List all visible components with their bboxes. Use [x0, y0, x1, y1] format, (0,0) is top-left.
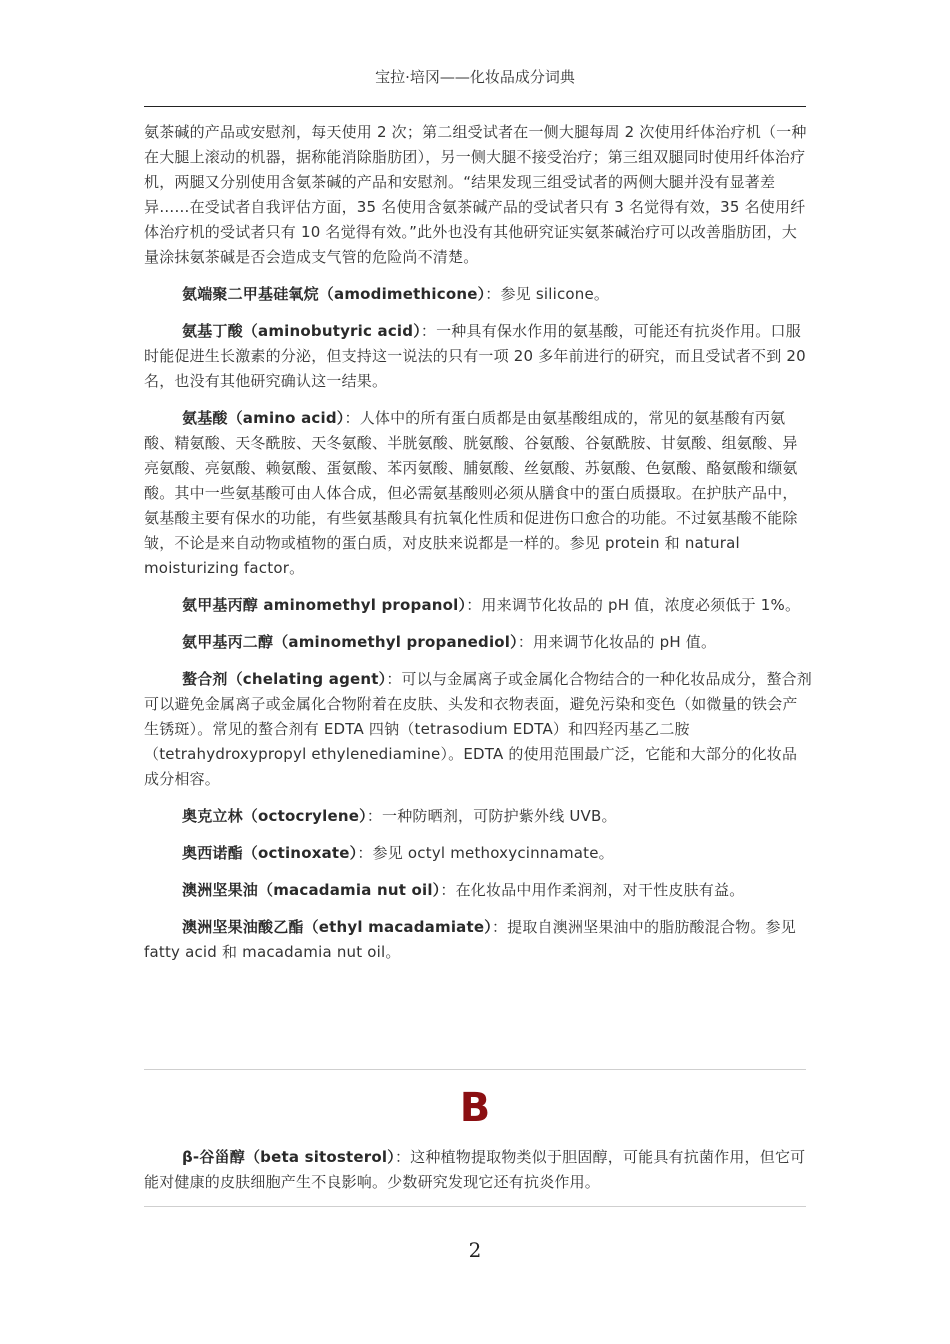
entry-term: 澳洲坚果油（macadamia nut oil） [182, 881, 441, 899]
dictionary-entry [144, 630, 812, 655]
dictionary-entry [144, 667, 812, 792]
entry-definition: ：可以与金属离子或金属化合物结合的一种化妆品成分，螯合剂可以避免金属离子或金属化合物附着在皮肤、头发和衣物表面，避免污染和变色（如微量的铁会产生锈斑）。常见的螯合剂有 EDTA 四钠（tetrasodium EDTA）和四羟丙基乙二胺（tetrahydroxypropyl ethylenediamine）。EDTA 的使用范围最广泛，它能和大部分的化妆品成分相容。 [144, 670, 812, 788]
section-b-text [144, 1145, 812, 1195]
entry-definition: ：提取自澳洲坚果油中的脂肪酸混合物。参见 fatty acid 和 macadamia nut oil。 [144, 918, 796, 961]
entry-definition: ：一种防晒剂，可防护紫外线 UVB。 [366, 807, 617, 825]
entry-term: 奥克立林（octocrylene） [182, 807, 367, 825]
header-divider [144, 106, 806, 107]
entry-term: 氨甲基丙醇 aminomethyl propanol） [182, 596, 467, 614]
entry-definition: ：一种具有保水作用的氨基酸，可能还有抗炎作用。口服时能促进生长激素的分泌，但支持这一说法的只有一项 20 多年前进行的研究，而且受试者不到 20 名，也没有其他研究确认这一结果。 [144, 322, 806, 390]
entry-term: 氨基丁酸（aminobutyric acid） [182, 322, 421, 340]
entry-term: 氨端聚二甲基硅氧烷（amodimethicone） [182, 285, 486, 303]
dictionary-entry [144, 915, 812, 965]
entry-term: 澳洲坚果油酸乙酯（ethyl macadamiate） [182, 918, 492, 936]
dictionary-entry [144, 282, 812, 307]
entry-definition: ：人体中的所有蛋白质都是由氨基酸组成的，常见的氨基酸有丙氨酸、精氨酸、天冬酰胺、天冬氨酸、半胱氨酸、胱氨酸、谷氨酸、谷氨酰胺、甘氨酸、组氨酸、异亮氨酸、亮氨酸、赖氨酸、蛋氨酸、苯丙氨酸、脯氨酸、丝氨酸、苏氨酸、色氨酸、酪氨酸和缬氨酸。其中一些氨基酸可由人体合成，但必需氨基酸则必须从膳食中的蛋白质摄取。在护肤产品中，氨基酸主要有保水的功能，有些氨基酸具有抗氧化性质和促进伤口愈合的功能。不过氨基酸不能除皱，不论是来自动物或植物的蛋白质，对皮肤来说都是一样的。参见 protein 和 natural moisturizing factor。 [144, 409, 798, 577]
dictionary-entry [144, 319, 812, 394]
dictionary-entry [144, 804, 812, 829]
footer-divider [144, 1206, 806, 1207]
entry-definition: ：用来调节化妆品的 pH 值。 [517, 633, 717, 651]
dictionary-entry [144, 878, 812, 903]
section-divider [144, 1069, 806, 1070]
dictionary-entry [144, 593, 812, 618]
entry-definition: ：参见 silicone。 [485, 285, 610, 303]
entry-term: 奥西诺酯（octinoxate） [182, 844, 358, 862]
page-number: 2 [468, 1238, 482, 1262]
entry-definition: ：用来调节化妆品的 pH 值，浓度必须低于 1%。 [466, 596, 801, 614]
main-text [144, 120, 812, 965]
entry-term: 氨基酸（amino acid） [182, 409, 345, 427]
dictionary-entry [144, 406, 812, 581]
entry-term: 氨甲基丙二醇（aminomethyl propanediol） [182, 633, 518, 651]
dictionary-entry [144, 1145, 812, 1195]
entry-definition: ：这种植物提取物类似于胆固醇，可能具有抗菌作用，但它可能对健康的皮肤细胞产生不良影响。少数研究发现它还有抗炎作用。 [144, 1148, 806, 1191]
entry-definition: ：参见 octyl methoxycinnamate。 [357, 844, 614, 862]
running-header: 宝拉·培冈——化妆品成分词典 [375, 68, 575, 86]
dictionary-entry [144, 841, 812, 866]
section-letter-heading: B [459, 1085, 491, 1131]
intro-paragraph: 氨茶碱的产品或安慰剂，每天使用 2 次；第二组受试者在一侧大腿每周 2 次使用纤体治疗机（一种在大腿上滚动的机器，据称能消除脂肪团），另一侧大腿不接受治疗；第三组双腿同时使用纤体治疗机，两腿又分别使用含氨茶碱的产品和安慰剂。“结果发现三组受试者的两侧大腿并没有显著差异……在受试者自我评估方面，35 名使用含氨茶碱产品的受试者只有 3 名觉得有效，35 名使用纤体治疗机的受试者只有 10 名觉得有效。”此外也没有其他研究证实氨茶碱治疗可以改善脂肪团，大量涂抹氨茶碱是否会造成支气管的危险尚不清楚。 [144, 123, 807, 266]
entry-term: β-谷甾醇（beta sitosterol） [182, 1148, 395, 1166]
entry-definition: ：在化妆品中用作柔润剂，对干性皮肤有益。 [440, 881, 745, 899]
entry-term: 螯合剂（chelating agent） [182, 670, 387, 688]
